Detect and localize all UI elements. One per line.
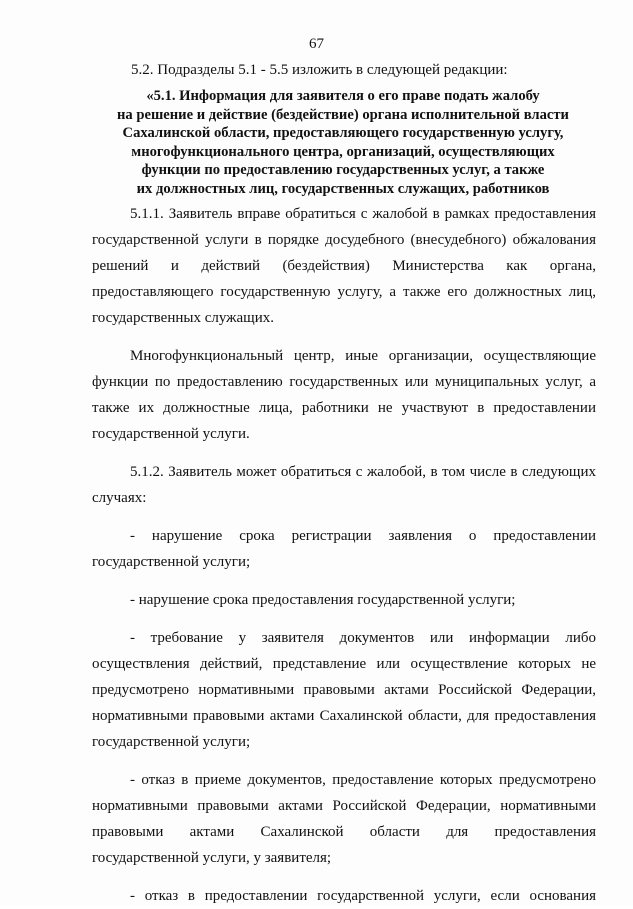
- page-number: 67: [309, 36, 324, 52]
- paragraph-line: решений и действий (бездействия) Министерства как органа,: [92, 258, 596, 274]
- intro-line: 5.2. Подразделы 5.1 - 5.5 изложить в следующей редакции:: [131, 62, 508, 78]
- body-text: [92, 201, 596, 909]
- heading-line: «5.1. Информация для заявителя о его праве подать жалобу: [146, 88, 540, 104]
- list-item-line: осуществления действий, представление или осуществление которых не: [92, 656, 596, 672]
- paragraph-line: также их должностные лица, работники не участвуют в предоставлении: [92, 400, 596, 416]
- list-item-line: государственной услуги;: [92, 734, 251, 750]
- list-item-line: государственной услуги, у заявителя;: [92, 850, 332, 866]
- heading-line: их должностных лиц, государственных служащих, работников: [136, 180, 550, 197]
- paragraph-line: государственной услуги.: [92, 426, 250, 442]
- list-item-line: правовыми актами Сахалинской области для предоставления: [92, 824, 596, 840]
- paragraph-line: случаях:: [92, 490, 147, 506]
- paragraph-line: функции по предоставлению государственных или муниципальных услуг, а: [92, 374, 596, 390]
- paragraph-line: Многофункциональный центр, иные организации, осуществляющие: [130, 348, 596, 364]
- list-item-line: - нарушение срока регистрации заявления о предоставлении: [130, 528, 596, 544]
- list-item-line: нормативными правовыми актами Российской Федерации, нормативными: [92, 798, 596, 814]
- heading-line: на решение и действие (бездействие) органа исполнительной власти: [117, 106, 569, 123]
- paragraph-line: государственной услуги в порядке досудебного (внесудебного) обжалования: [92, 232, 596, 248]
- section-heading: [90, 87, 596, 199]
- list-item-line: государственной услуги;: [92, 554, 251, 570]
- list-item-line: - требование у заявителя документов или информации либо: [130, 630, 596, 646]
- list-item-line: предусмотрено нормативными правовыми актами Российской Федерации,: [92, 682, 596, 698]
- list-item-line: - отказ в приеме документов, предоставление которых предусмотрено: [130, 772, 596, 788]
- list-item-line: нормативными правовыми актами Сахалинской области, для предоставления: [92, 708, 596, 724]
- paragraph-line: государственных служащих.: [92, 310, 274, 326]
- heading-line: многофункционального центра, организаций, осуществляющих: [131, 143, 555, 160]
- list-item-line: - отказ в предоставлении государственной услуги, если основания: [130, 888, 596, 904]
- paragraph-line: 5.1.1. Заявитель вправе обратиться с жалобой в рамках предоставления: [130, 206, 596, 222]
- heading-line: функции по предоставлению государственных услуг, а также: [141, 162, 545, 179]
- paragraph-line: предоставляющего государственную услугу, а также его должностных лиц,: [92, 284, 596, 300]
- list-item-line: - нарушение срока предоставления государственной услуги;: [130, 592, 516, 608]
- paragraph-line: 5.1.2. Заявитель может обратиться с жалобой, в том числе в следующих: [130, 464, 596, 480]
- heading-line: Сахалинской области, предоставляющего государственную услугу,: [122, 125, 564, 142]
